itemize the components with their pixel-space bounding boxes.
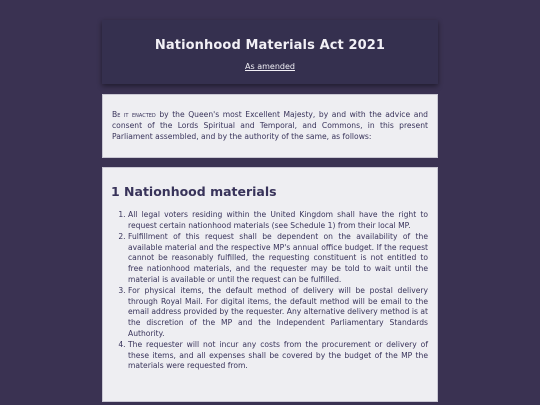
enacting-lead-initial: B <box>112 110 118 119</box>
section-item: 1. All legal voters residing within the United Kingdom shall have the right to request certain nationhood materials (see Schedule 1) from their local MP. <box>128 210 428 231</box>
as-amended-link[interactable]: As amended <box>245 61 295 71</box>
act-header <box>102 20 438 84</box>
section-item: 4. The requester will not incur any costs from the procurement or delivery of these items, and all expenses shall be covered by the budget of the MP the materials were requested from. <box>128 340 428 372</box>
section-list <box>111 210 428 373</box>
enacting-formula-text <box>112 109 428 143</box>
section-item: 3. For physical items, the default method of delivery will be postal delivery through Royal Mail. For digital items, the default method will be email to the email address provided by the requester. Any alternative delivery method is at the discretion of the MP and the Independent Parliamentary Standards Authority. <box>128 286 428 339</box>
enacting-formula-card <box>102 94 438 158</box>
section-heading: 1 Nationhood materials <box>111 184 277 199</box>
act-title: Nationhood Materials Act 2021 <box>154 38 386 53</box>
enacting-lead-smallcaps: e it enacted <box>117 110 156 119</box>
enacting-formula-body: by the Queen's most Excellent Majesty, by and with the advice and consent of the Lords Spiritual and Temporal, and Commons, in this present Parliament assembled, and by the authority of the same, as follows: <box>112 110 428 142</box>
section-card <box>102 167 438 402</box>
section-item: 2. Fulfillment of this request shall be dependent on the availability of the available material and the respective MP's annual office budget. If the request cannot be reasonably fulfilled, the requesting constituent is not entitled to free nationhood materials, and the requester may be told to wait until the material is available or until the request can be fulfilled. <box>128 232 428 285</box>
